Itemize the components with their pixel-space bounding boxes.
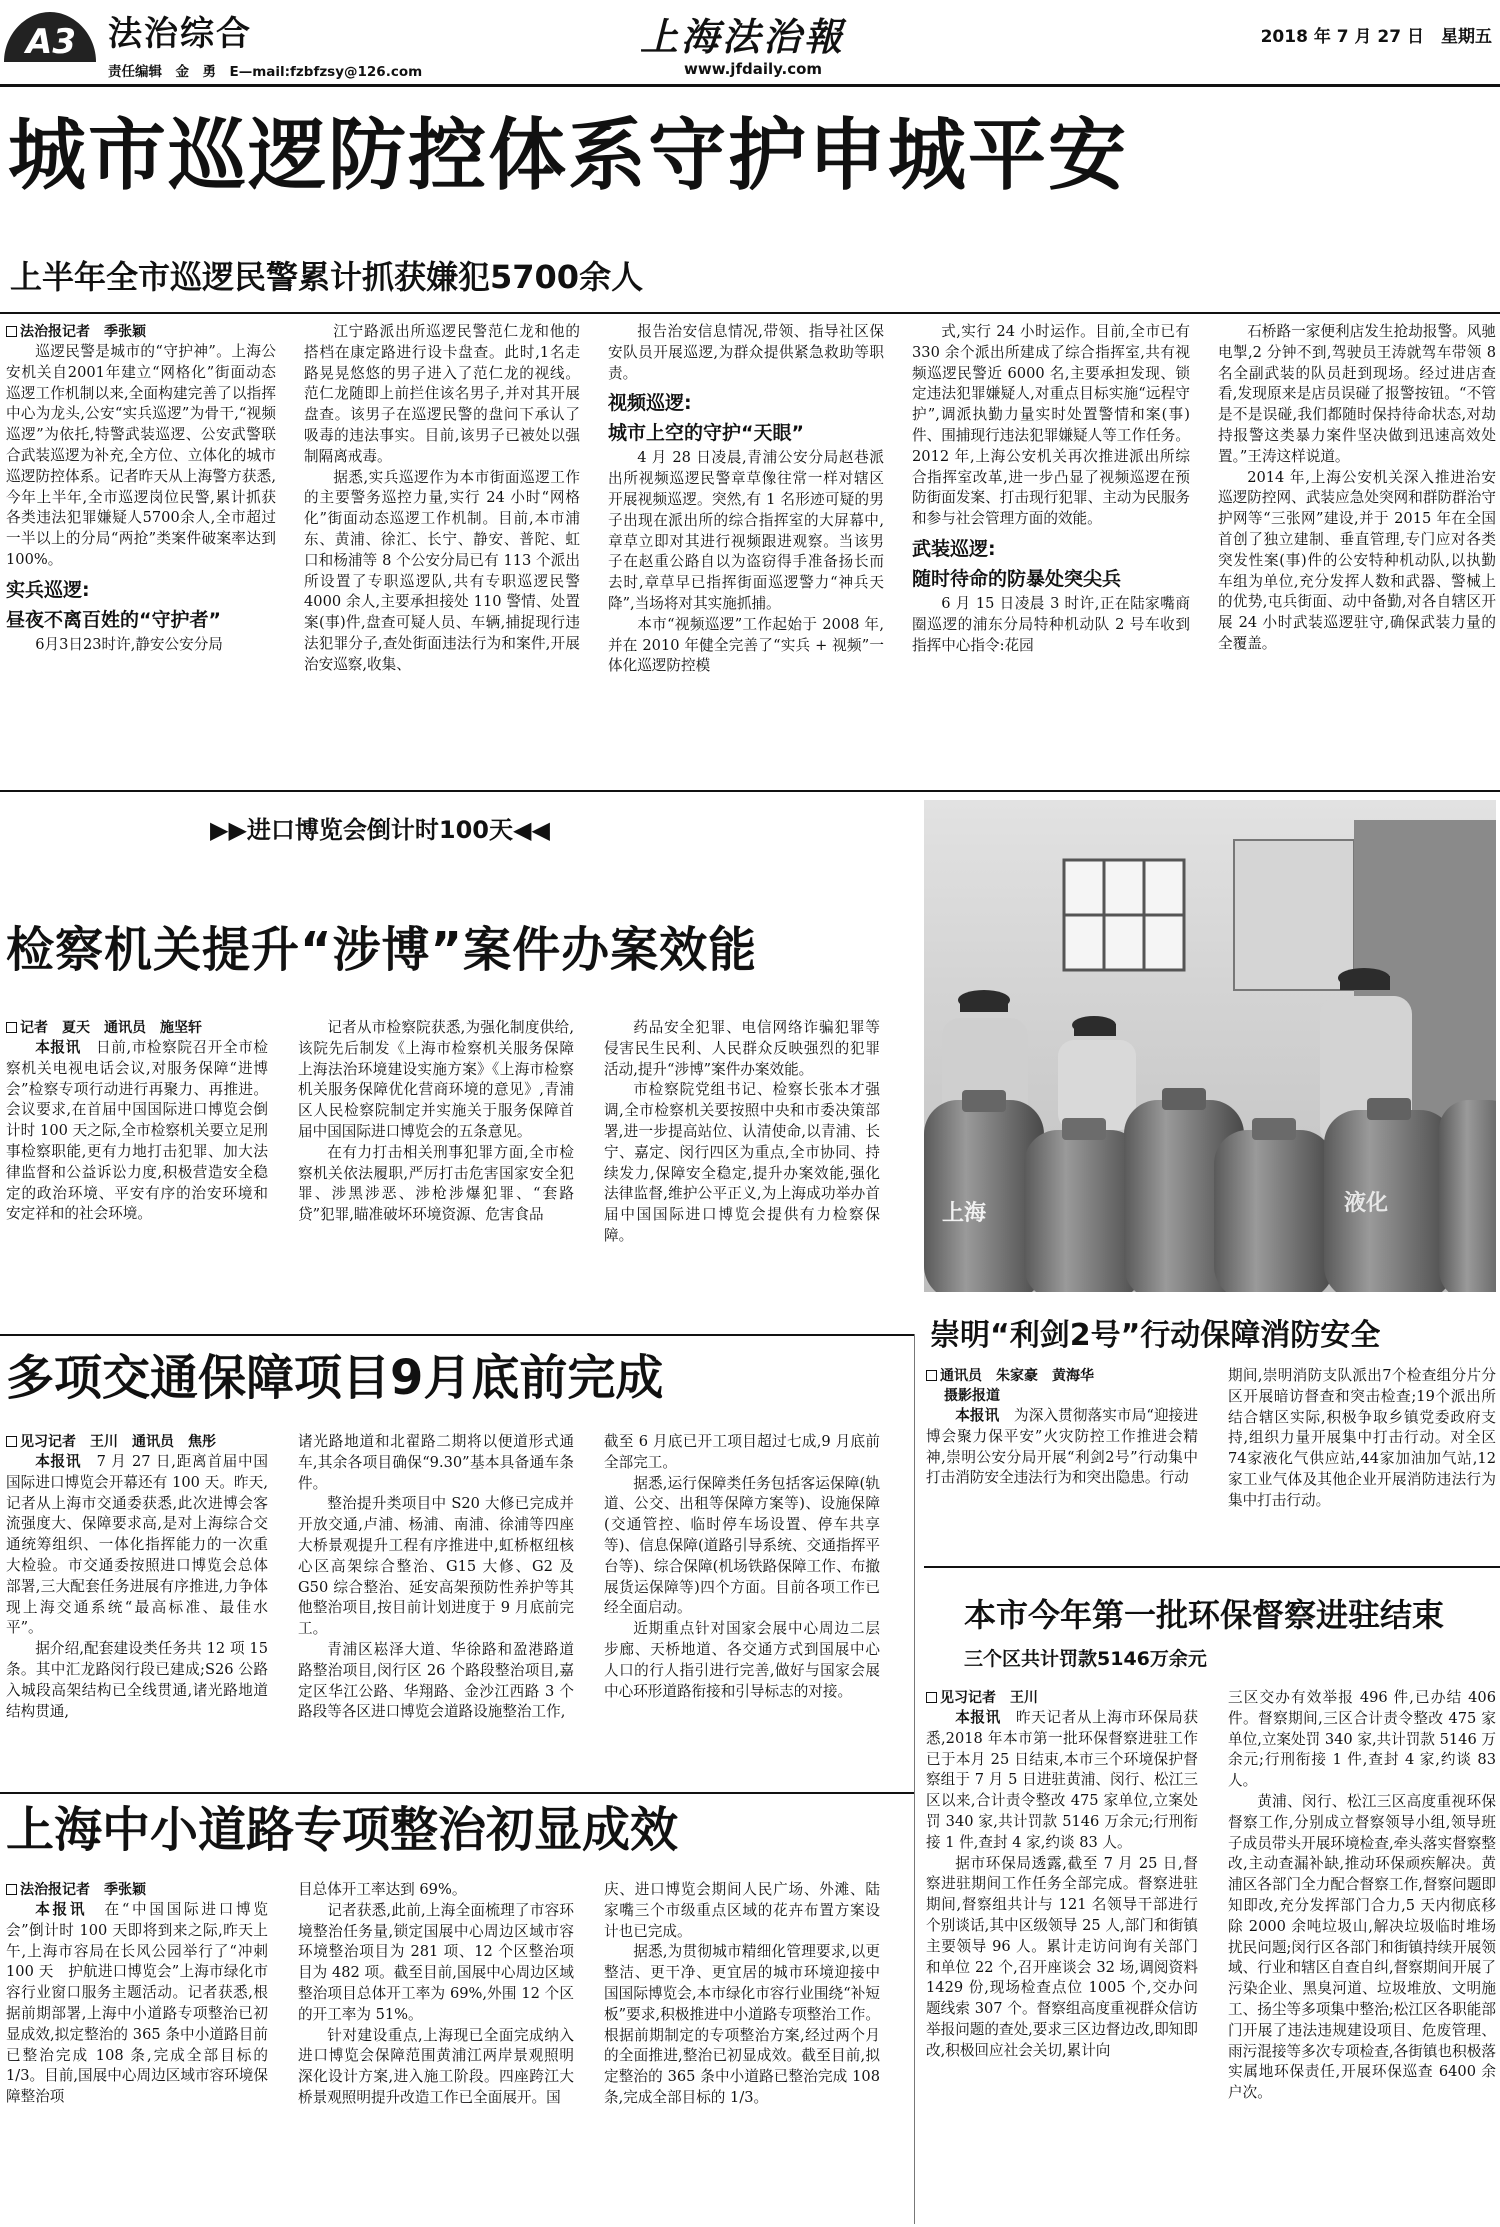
article4-col1: 见习记者 王川 本报讯 昨天记者从上海市环保局获悉,2018 年本市第一批环保督察进驻工作已于本月 25 日结束,本市三个环境保护督察组于 7 月 5 日进驻黄浦、闵行、松江三区以来,合计责令整改 475 家单位,立案处罚 340 家,共计罚款 5146 万余元;行刑衔接 1 件,查封 4 家,约谈 83 人。 据市环保局透露,截至 7 月 25 日,督察进驻期间工作任务全部完成。督察进驻期间,督察组共计与 121 名领导干部进行个别谈话,其中区级领导 25 人,部门和街镇主要领导 96 人。累计走访问询有关部门和单位 22 个,召开座谈会 32 场,调阅资料 1429 份,现场检查点位 1005 个,交办问题线索 307 个。督察组高度重视群众信访举报问题的查处,要求三区边督边改,即知即改,积极回应社会关切,累计向 xyxy=(926,1690,1198,2059)
article1-byline: 法治报记者 季张颖 xyxy=(6,322,276,342)
article1-headline: 城市巡逻防控体系守护申城平安 xyxy=(8,111,1129,201)
article5-col1: 法治报记者 季张颖 本报讯 在“中国国际进口博览会”倒计时 100 天即将到来之际,昨天上午,上海市容局在长风公园举行了“冲刺 100 天 护航进口博览会”上海市绿化市容行业窗口服务主题活动。记者获悉,根据前期部署,上海中小道路专项整治已初显成效,拟定整治的 365 条中小道路目前已整治完成 108 条,完成全部目标的 1/3。目前,国展中心周边区域市容环境保障整治项 xyxy=(6,1882,268,2106)
countdown-banner: ▶▶进口博览会倒计时100天◀◀ xyxy=(210,816,550,844)
gas-cylinder-photo xyxy=(924,800,1496,1292)
article1-subhead: 上半年全市巡逻民警累计抓获嫌犯5700余人 xyxy=(10,258,644,296)
article5-headline: 上海中小道路专项整治初显成效 xyxy=(6,1802,679,1858)
article2-col3: 药品安全犯罪、电信网络诈骗犯罪等侵害民生民利、人民群众反映强烈的犯罪活动,提升“涉博”案件办案效能。 市检察院党组书记、检察长张本才强调,全市检察机关要按照中央和市委决策部署,进一步提高站位、认清使命,以青浦、长宁、嘉定、闵行四区为重点,全市协同、持续发力,保障安全稳定,提升办案效能,强化法律监督,维护公平正义,为上海成功举办首届中国国际进口博览会提供有力检察保障。 xyxy=(604,1019,880,1244)
article3-col2: 诸光路地道和北翟路二期将以便道形式通车,其余各项目确保“9.30”基本具备通车条件。 整治提升类项目中 S20 大修已完成并开放交通,卢浦、杨浦、南浦、徐浦等四座大桥景观提升工程有序推进中,虹桥枢纽核心区高架综合整治、G15 大修、G2 及 G50 综合整治、延安高架预防性养护等其他整治项目,按目前计划进度于 9 月底前完工。 青浦区崧泽大道、华徐路和盈港路道路整治项目,闵行区 26 个路段整治项目,嘉定区华江公路、华翔路、金沙江西路 3 个路段等各区进口博览会道路设施整治工作, xyxy=(298,1433,574,1721)
article3-headline: 多项交通保障项目9月底前完成 xyxy=(6,1350,664,1406)
divider xyxy=(0,1334,914,1336)
section-heading: 视频巡逻: xyxy=(608,392,692,415)
article2-col2: 记者从市检察院获悉,为强化制度供给,该院先后制发《上海市检察机关服务保障上海法治环境建设实施方案》《上海市检察机关服务保障优化营商环境的意见》,青浦区人民检察院制定并实施关于服务保障首届中国国际进口博览会的五条意见。 在有力打击相关刑事犯罪方面,全市检察机关依法履职,严厉打击危害国家安全犯罪、涉黑涉恶、涉枪涉爆犯罪、“套路贷”犯罪,瞄准破坏环境资源、危害食品 xyxy=(298,1019,574,1224)
article4-subhead: 三个区共计罚款5146万余元 xyxy=(964,1648,1207,1670)
article5-byline: 法治报记者 季张颖 xyxy=(6,1880,268,1900)
section-title: 法治综合 xyxy=(108,14,252,54)
paper-name: 上海法治報 xyxy=(640,14,846,59)
photo-story-headline: 崇明“利剑2号”行动保障消防安全 xyxy=(930,1318,1381,1353)
lead-tag: 本报讯 xyxy=(35,1453,82,1470)
article1-col5: 石桥路一家便利店发生抢劫报警。风驰电掣,2 分钟不到,驾驶员王涛就驾车带领 8 名全副武装的队员赶到现场。经过进店查看,发现原来是店员误碰了报警按钮。“不管是不是误碰,我们都随时保持待命状态,对劫持报警这类暴力案件坚决做到迅速高效处置。”王涛这样说道。 2014 年,上海公安机关深入推进治安巡逻防控网、武装应急处突网和群防群治守护网等“三张网”建设,并于 2015 年在全国首创了独立建制、垂直管理,专门应对各类突发性案(事)件的公安特种机动队,以执勤车组为单位,充分发挥人数和武器、警械上的优势,屯兵街面、动中备勤,对各自辖区开展 24 小时武装巡逻驻守,确保武装力量的全覆盖。 xyxy=(1218,323,1496,652)
article2-byline: 记者 夏天 通讯员 施坚轩 xyxy=(6,1018,268,1038)
article5-col3: 庆、进口博览会期间人民广场、外滩、陆家嘴三个市级重点区域的花卉布置方案设计也已完成。 据悉,为贯彻城市精细化管理要求,以更整洁、更干净、更宜居的城市环境迎接中国国际博览会,本市绿化市容行业围绕“补短板”要求,积极推进中小道路专项整治工作。根据前期制定的专项整治方案,经过两个月的全面推进,整治已初显成效。截至目前,拟定整治的 365 条中小道路已整治完成 108 条,完成全部目标的 1/3。 xyxy=(604,1881,880,2106)
photo-story-col1: 通讯员 朱家豪 黄海华 摄影报道 本报讯 为深入贯彻落实市局“迎接进博会聚力保平安”火灾防控工作推进会精神,崇明公安分局开展“利剑2号”行动集中打击消防安全违法行为和突出隐患。行动 xyxy=(926,1368,1198,1487)
masthead xyxy=(0,0,1500,86)
article1-col4: 式,实行 24 小时运作。目前,全市已有 330 余个派出所建成了综合指挥室,共有视频巡逻民警近 6000 名,主要承担发现、锁定违法犯罪嫌疑人,对重点目标实施“远程守护”,调派执勤力量实时处置警情和案(事)件、围捕现行违法犯罪嫌疑人等工作任务。2012 年,上海公安机关再次推进派出所综合指挥室改革,进一步凸显了视频巡逻在预防街面发案、打击现行犯罪、主动为民服务和参与社会管理方面的效能。 武装巡逻: 随时待命的防暴处突尖兵 6 月 15 日凌晨 3 时许,正在陆家嘴商圈巡逻的浦东分局特种机动队 2 号车收到指挥中心指令:花园 xyxy=(912,323,1190,654)
photo-story-col2: 期间,崇明消防支队派出7个检查组分片分区开展暗访督查和突击检查;19个派出所结合辖区实际,积极争取乡镇党委政府支持,组织力量开展集中打击行动。对全区74家液化气供应站,44家加油加气站,12家工业气体及其他企业开展消防违法行为集中打击行动。 xyxy=(1228,1367,1496,1509)
lead-tag: 本报讯 xyxy=(35,1901,88,1918)
column-rule xyxy=(914,1334,915,2224)
photo-story-byline-2: 摄影报道 xyxy=(944,1388,1000,1404)
section-heading: 实兵巡逻: xyxy=(6,578,90,601)
section-heading: 武装巡逻: xyxy=(912,537,996,560)
lead-tag: 本报讯 xyxy=(35,1039,81,1056)
divider xyxy=(0,790,1500,792)
section-heading: 昼夜不离百姓的“守护者” xyxy=(6,608,221,631)
website: www.jfdaily.com xyxy=(684,60,823,78)
article4-col2: 三区交办有效举报 496 件,已办结 406 件。督察期间,三区合计责令整改 475 家单位,立案处罚 340 家,共计罚款 5146 万余元;行刑衔接 1 件,查封 4 家,约谈 83 人。 黄浦、闵行、松江三区高度重视环保督察工作,分别成立督察领导小组,领导班子成员带头开展环境检查,牵头落实督察整改,主动查漏补缺,推动环保顽疾解决。黄浦区各部门全力配合督察工作,督察问题即知即改,充分发挥部门合力,5 天内彻底移除 2000 余吨垃圾山,解决垃圾临时堆场扰民问题;闵行区各部门和街镇持续开展领域、行业和辖区自查自纠,督察期间开展了污染企业、黑臭河道、垃圾堆放、文明施工、扬尘等多项集中整治;松江区各职能部门开展了违法违规建设项目、危废管理、雨污混接等多次专项检查,各街镇也积极落实属地环保责任,开展环保巡查 6400 余户次。 xyxy=(1228,1689,1496,2102)
divider xyxy=(0,1792,914,1794)
article2-headline: 检察机关提升“涉博”案件办案效能 xyxy=(6,922,758,978)
lead-tag: 本报讯 xyxy=(955,1709,1001,1726)
cylinder-label: 液化 xyxy=(1344,1191,1389,1216)
article3-col3: 截至 6 月底已开工项目超过七成,9 月底前全部完工。 据悉,运行保障类任务包括客运保障(轨道、公交、出租等保障方案等)、设施保障(交通管控、临时停车场设置、停车共享等)、信息保障(道路引导系统、交通指挥平台等)、综合保障(机场铁路保障工作、布撤展货运保障等)四个方面。目前各项工作已经全面启动。 近期重点针对国家会展中心周边二层步廊、天桥地道、各交通方式到国展中心人口的行人指引进行完善,做好与国家会展中心环形道路衔接和引导标志的对接。 xyxy=(604,1433,880,1700)
article1-col3: 报告治安信息情况,带领、指导社区保安队员开展巡逻,为群众提供紧急救助等职责。 视频巡逻: 城市上空的守护“天眼” 4 月 28 日凌晨,青浦公安分局赵巷派出所视频巡逻民警章草像往常一样对辖区开展视频巡逻。突然,有 1 名形迹可疑的男子出现在派出所的综合指挥室的大屏幕中,章草立即对其进行视频跟进观察。当该男子在赵重公路自以为盗窃得手准备扬长而去时,章草早已指挥街面巡逻警力“神兵天降”,当场将对其实施抓捕。 本市“视频巡逻”工作起始于 2008 年,并在 2010 年健全完善了“实兵 + 视频”一体化巡逻防控模 xyxy=(608,323,884,675)
article4-headline: 本市今年第一批环保督察进驻结束 xyxy=(964,1596,1445,1634)
section-heading: 城市上空的守护“天眼” xyxy=(608,422,804,445)
article1-col2: 江宁路派出所巡逻民警范仁龙和他的搭档在康定路进行设卡盘查。此时,1名走路晃晃悠悠的男子进入了范仁龙的视线。范仁龙随即上前拦住该名男子,并对其开展盘查。该男子在巡逻民警的盘问下承认了吸毒的违法事实。目前,该男子已被处以强制隔离戒毒。 据悉,实兵巡逻作为本市街面巡逻工作的主要警务巡控力量,实行 24 小时“网格化”街面动态巡逻工作机制。目前,本市浦东、黄浦、徐汇、长宁、静安、普陀、虹口和杨浦等 8 个公安分局已有 113 个派出所设置了专职巡逻队,共有专职巡逻民警 4000 余人,主要承担接处 110 警情、处置案(事)件,盘查可疑人员、车辆,捕捉现行违法犯罪分子,查处街面违法行为和案件,开展治安巡察,收集、 xyxy=(304,323,580,673)
article3-byline: 见习记者 王川 通讯员 焦彤 xyxy=(6,1432,268,1452)
news-photo xyxy=(924,800,1496,1292)
issue-date: 2018 年 7 月 27 日 星期五 xyxy=(1260,27,1492,47)
divider xyxy=(924,1566,1500,1568)
article5-col2: 目总体开工率达到 69%。 记者获悉,此前,上海全面梳理了市容环境整治任务量,锁定国展中心周边区域市容环境整治项目为 281 项、12 个区整治项目为 482 项。截至目前,国展中心周边区域整治项目总体开工率为 69%,外围 12 个区的开工率为 51%。 针对建设重点,上海现已全面完成纳入进口博览会保障范围黄浦江两岸景观照明深化设计方案,进入施工阶段。四座跨江大桥景观照明提升改造工作已全面展开。国 xyxy=(298,1881,574,2106)
page-badge: A3 xyxy=(26,22,76,62)
masthead-rule xyxy=(0,84,1500,87)
article2-col1: 记者 夏天 通讯员 施坚轩 本报讯 日前,市检察院召开全市检察机关电视电话会议,对服务保障“进博会”检察专项行动进行再聚力、再推进。会议要求,在首届中国国际进口博览会倒计时 100 天之际,全市检察机关要立足刑事检察职能,更有力地打击犯罪、加大法律监督和公益诉讼力度,积极营造安全稳定的政治环境、平安有序的治安环境和安定祥和的社会环境。 xyxy=(6,1020,268,1223)
photo-story-byline: 通讯员 朱家豪 黄海华 xyxy=(926,1366,1198,1386)
section-heading: 随时待命的防暴处突尖兵 xyxy=(912,567,1122,590)
cylinder-label: 上海 xyxy=(942,1201,987,1226)
article3-col1: 见习记者 王川 通讯员 焦彤 本报讯 7 月 27 日,距离首届中国国际进口博览会开幕还有 100 天。昨天,记者从上海市交通委获悉,此次进博会客流强度大、保障要求高,是对上海综合交通统筹组织、一体化指挥能力的一次重大检验。市交通委按照进口博览会总体部署,三大配套任务进展有序推进,力争体现上海交通系统“最高标准、最佳水平”。 据介绍,配套建设类任务共 12 项 15 条。其中汇龙路闵行段已建成;S26 公路入城段高架结构已全线贯通,诸光路地道结构贯通, xyxy=(6,1434,268,1720)
lead-tag: 本报讯 xyxy=(955,1407,1000,1424)
editor-line: 责任编辑 金 勇 E—mail:fzbfzsy@126.com xyxy=(108,64,423,80)
divider xyxy=(0,312,1500,314)
article1-col1: 法治报记者 季张颖 巡逻民警是城市的“守护神”。上海公安机关自2001年建立“网格化”街面动态巡逻工作机制以来,全面构建完善了以指挥中心为龙头,公安“实兵巡逻”为骨干,“视频巡逻”为依托,特警武装巡逻、公安武警联合武装巡逻为补充,全方位、立体化的城市巡逻防控体系。记者昨天从上海警方获悉,今年上半年,全市巡逻岗位民警,累计抓获各类违法犯罪嫌疑人5700余人,全市超过一半以上的分局“两抢”类案件破案率达到100%。 实兵巡逻: 昼夜不离百姓的“守护者” 6月3日23时许,静安公安分局 xyxy=(6,324,276,653)
article4-byline: 见习记者 王川 xyxy=(926,1688,1198,1708)
